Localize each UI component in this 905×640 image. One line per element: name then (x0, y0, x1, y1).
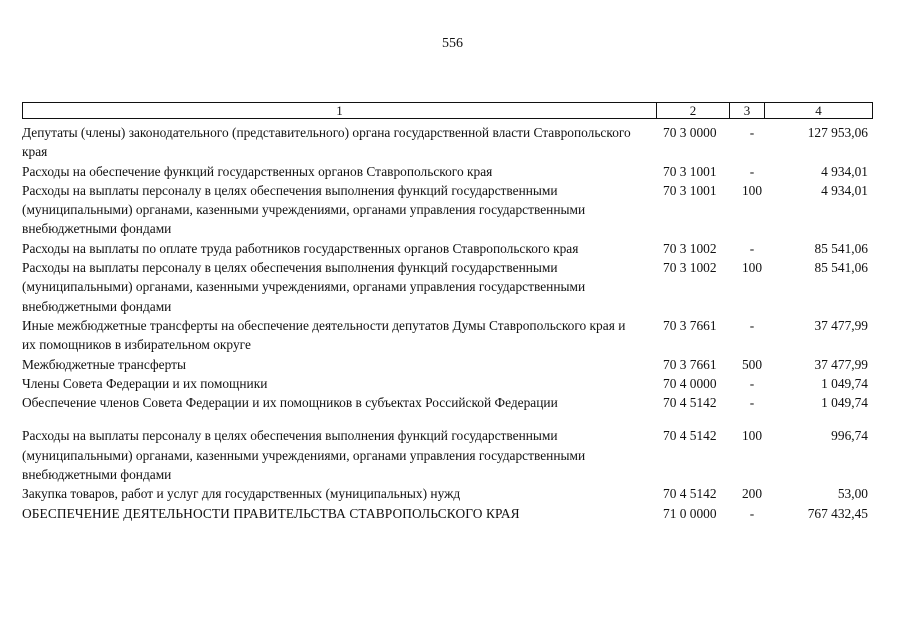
row-name: Расходы на выплаты по оплате труда работников государственных органов Ставропольского края (22, 240, 579, 256)
row-sum: 127 953,06 (807, 125, 868, 140)
row-type: - (749, 240, 755, 256)
row-type: 100 (741, 428, 763, 444)
row-code: 70 3 7661 (663, 356, 717, 372)
row-sum: 4 934,01 (821, 163, 868, 179)
table-row (22, 374, 882, 393)
row-type: - (749, 395, 755, 411)
table-header (22, 102, 873, 119)
row-sum: 53,00 (837, 486, 868, 502)
table-row (22, 504, 882, 523)
table-row (22, 181, 882, 239)
row-name: Расходы на выплаты персоналу в целях обеспечения выполнения функций государственными (муниципальными) органами, казенными учреждениями, органами управления государственными внебюджетными фондами (22, 428, 586, 483)
row-sum: 1 049,74 (821, 395, 868, 411)
page-number: 556 (442, 36, 463, 51)
row-code: 70 3 0000 (663, 125, 717, 140)
row-name: Расходы на выплаты персоналу в целях обеспечения выполнения функций государственными (муниципальными) органами, казенными учреждениями, органами управления государственными внебюджетными фондами (22, 182, 586, 237)
header-col-4: 4 (815, 103, 822, 118)
row-code: 70 3 1002 (663, 260, 717, 276)
table-row (22, 239, 882, 258)
row-name: Межбюджетные трансферты (22, 356, 186, 372)
row-sum: 4 934,01 (821, 182, 868, 198)
table-body (22, 123, 882, 523)
header-col-1: 1 (336, 103, 343, 118)
row-name: Закупка товаров, работ и услуг для государственных (муниципальных) нужд (22, 486, 461, 502)
row-code: 70 3 1001 (663, 163, 717, 179)
row-name: Депутаты (члены) законодательного (представительного) органа государственной власти Ставропольского края (22, 125, 631, 160)
table-row (22, 355, 882, 374)
table-row (22, 484, 882, 503)
row-type: - (749, 505, 755, 521)
row-type: - (749, 163, 755, 179)
row-type: 500 (741, 356, 763, 372)
row-sum: 37 477,99 (814, 356, 868, 372)
header-col-2: 2 (689, 103, 697, 118)
header-col-3: 3 (743, 103, 751, 118)
table-row (22, 316, 882, 355)
row-type: 100 (741, 260, 763, 276)
row-sum: 996,74 (831, 428, 868, 444)
row-code: 70 4 5142 (663, 428, 717, 444)
row-code: 70 4 5142 (663, 395, 717, 411)
table-row (22, 123, 882, 162)
row-code: 71 0 0000 (663, 505, 717, 521)
row-type: 200 (741, 486, 763, 502)
table-row (22, 393, 882, 412)
row-type: - (749, 375, 755, 391)
table-row (22, 426, 882, 484)
table-row (22, 258, 882, 316)
row-code: 70 3 1001 (663, 182, 717, 198)
row-sum: 1 049,74 (821, 375, 868, 391)
row-name: Расходы на обеспечение функций государственных органов Ставропольского края (22, 163, 493, 179)
row-code: 70 3 1002 (663, 240, 717, 256)
row-sum: 37 477,99 (814, 317, 868, 333)
row-code: 70 4 5142 (663, 486, 717, 502)
row-name: ОБЕСПЕЧЕНИЕ ДЕЯТЕЛЬНОСТИ ПРАВИТЕЛЬСТВА СТАВРОПОЛЬСКОГО КРАЯ (22, 505, 520, 521)
row-code: 70 4 0000 (663, 375, 717, 391)
row-sum: 767 432,45 (807, 505, 868, 521)
row-name: Члены Совета Федерации и их помощники (22, 375, 268, 391)
row-name: Обеспечение членов Совета Федерации и их помощников в субъектах Российской Федерации (22, 395, 558, 411)
row-type: 100 (741, 182, 763, 198)
row-type: - (749, 125, 755, 140)
row-name: Расходы на выплаты персоналу в целях обеспечения выполнения функций государственными (муниципальными) органами, казенными учреждениями, органами управления государственными внебюджетными фондами (22, 260, 586, 314)
row-sum: 85 541,06 (814, 260, 868, 276)
row-code: 70 3 7661 (663, 317, 717, 333)
table-row (22, 162, 882, 181)
row-name: Иные межбюджетные трансферты на обеспечение деятельности депутатов Думы Ставропольского края и их помощников в избирательном округе (22, 317, 626, 353)
row-type: - (749, 317, 755, 333)
row-sum: 85 541,06 (814, 240, 868, 256)
